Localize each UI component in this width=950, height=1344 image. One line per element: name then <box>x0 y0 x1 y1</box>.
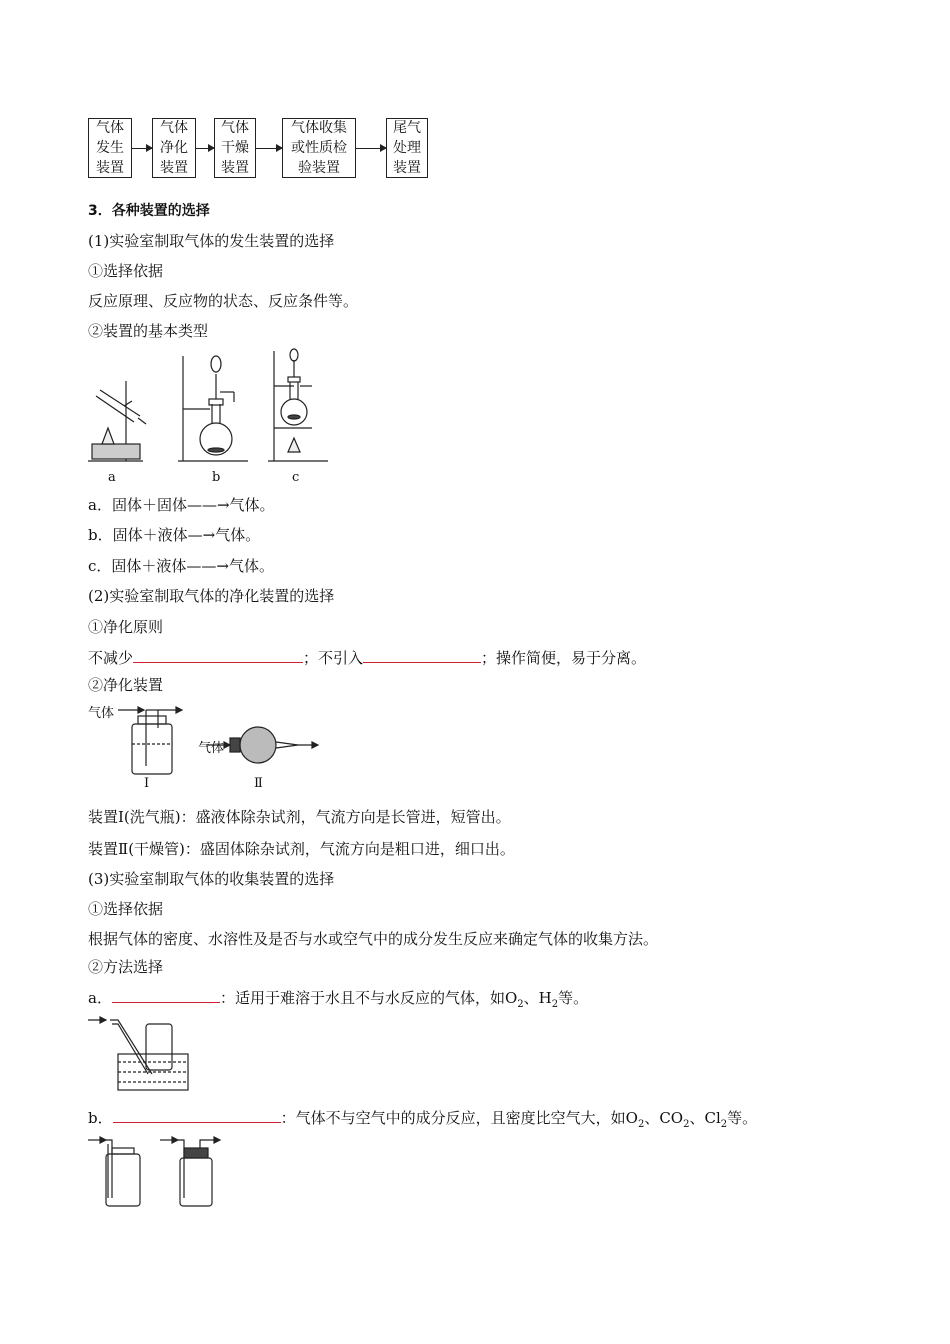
purification-apparatus-figure <box>118 700 328 780</box>
figure-label-a: a <box>108 470 116 485</box>
method-b-line: b． ：气体不与空气中的成分反应，且密度比空气大，如$O_2$、$CO_2$、$Cl_2$等。 <box>88 1106 757 1136</box>
principle-line: 不减少 ；不引入 ；操作简便，易于分离。 <box>88 646 646 669</box>
basis-title: ①选择依据 <box>88 262 164 280</box>
subsection-heading: (2)实验室制取气体的净化装置的选择 <box>88 587 335 605</box>
device-2-description: 装置Ⅱ(干燥管)：盛固体除杂试剂，气流方向是粗口进，细口出。 <box>88 840 515 858</box>
type-a-line: a．固体＋固体——→气体。 <box>88 496 275 514</box>
flow-box-collection: 气体收集 或性质检 验装置 <box>282 118 356 178</box>
flow-arrow <box>356 148 386 149</box>
types-title: ②装置的基本类型 <box>88 322 209 340</box>
gas-label: 气体 <box>88 706 115 721</box>
air-displacement-drawing <box>88 1134 228 1209</box>
figure-label-c: c <box>292 470 300 485</box>
air-displacement-figure <box>88 1134 228 1209</box>
principle-title: ①净化原则 <box>88 618 164 636</box>
flow-arrow <box>132 148 152 149</box>
device-title: ②净化装置 <box>88 676 164 694</box>
figure-label-I: Ⅰ <box>144 776 150 791</box>
flow-box-drying: 气体 干燥 装置 <box>214 118 256 178</box>
type-c-line: c．固体＋液体——→气体。 <box>88 557 274 575</box>
process-flowchart <box>88 118 428 182</box>
device-1-description: 装置Ⅰ(洗气瓶)：盛液体除杂试剂，气流方向是长管进，短管出。 <box>88 808 511 826</box>
method-title: ②方法选择 <box>88 958 164 976</box>
method-a-line: a． ：适用于难溶于水且不与水反应的气体，如$O_2$、$H_2$等。 <box>88 986 588 1016</box>
gas-label: 气体 <box>198 741 225 756</box>
fill-blank[interactable] <box>363 646 481 663</box>
water-displacement-drawing <box>88 1014 198 1094</box>
apparatus-drawings <box>88 346 338 466</box>
generation-apparatus-figure <box>88 346 338 466</box>
figure-label-II: Ⅱ <box>254 776 263 791</box>
basis-title: ①选择依据 <box>88 900 164 918</box>
fill-blank[interactable] <box>133 646 303 663</box>
flow-arrow <box>256 148 282 149</box>
flow-box-purification: 气体 净化 装置 <box>152 118 196 178</box>
fill-blank[interactable] <box>113 1106 281 1123</box>
type-b-line: b．固体＋液体—→气体。 <box>88 526 261 544</box>
purification-drawings <box>118 700 328 780</box>
fill-blank[interactable] <box>112 986 220 1003</box>
section-title: 3．各种装置的选择 <box>88 203 210 219</box>
subsection-heading: (3)实验室制取气体的收集装置的选择 <box>88 870 335 888</box>
basis-text: 反应原理、反应物的状态、反应条件等。 <box>88 292 359 310</box>
basis-text: 根据气体的密度、水溶性及是否与水或空气中的成分发生反应来确定气体的收集方法。 <box>88 930 659 948</box>
flow-box-generation: 气体 发生 装置 <box>88 118 132 178</box>
water-displacement-figure <box>88 1014 198 1094</box>
flow-box-tail-gas: 尾气 处理 装置 <box>386 118 428 178</box>
subsection-heading: (1)实验室制取气体的发生装置的选择 <box>88 232 335 250</box>
flow-arrow <box>196 148 214 149</box>
figure-label-b: b <box>212 470 221 485</box>
